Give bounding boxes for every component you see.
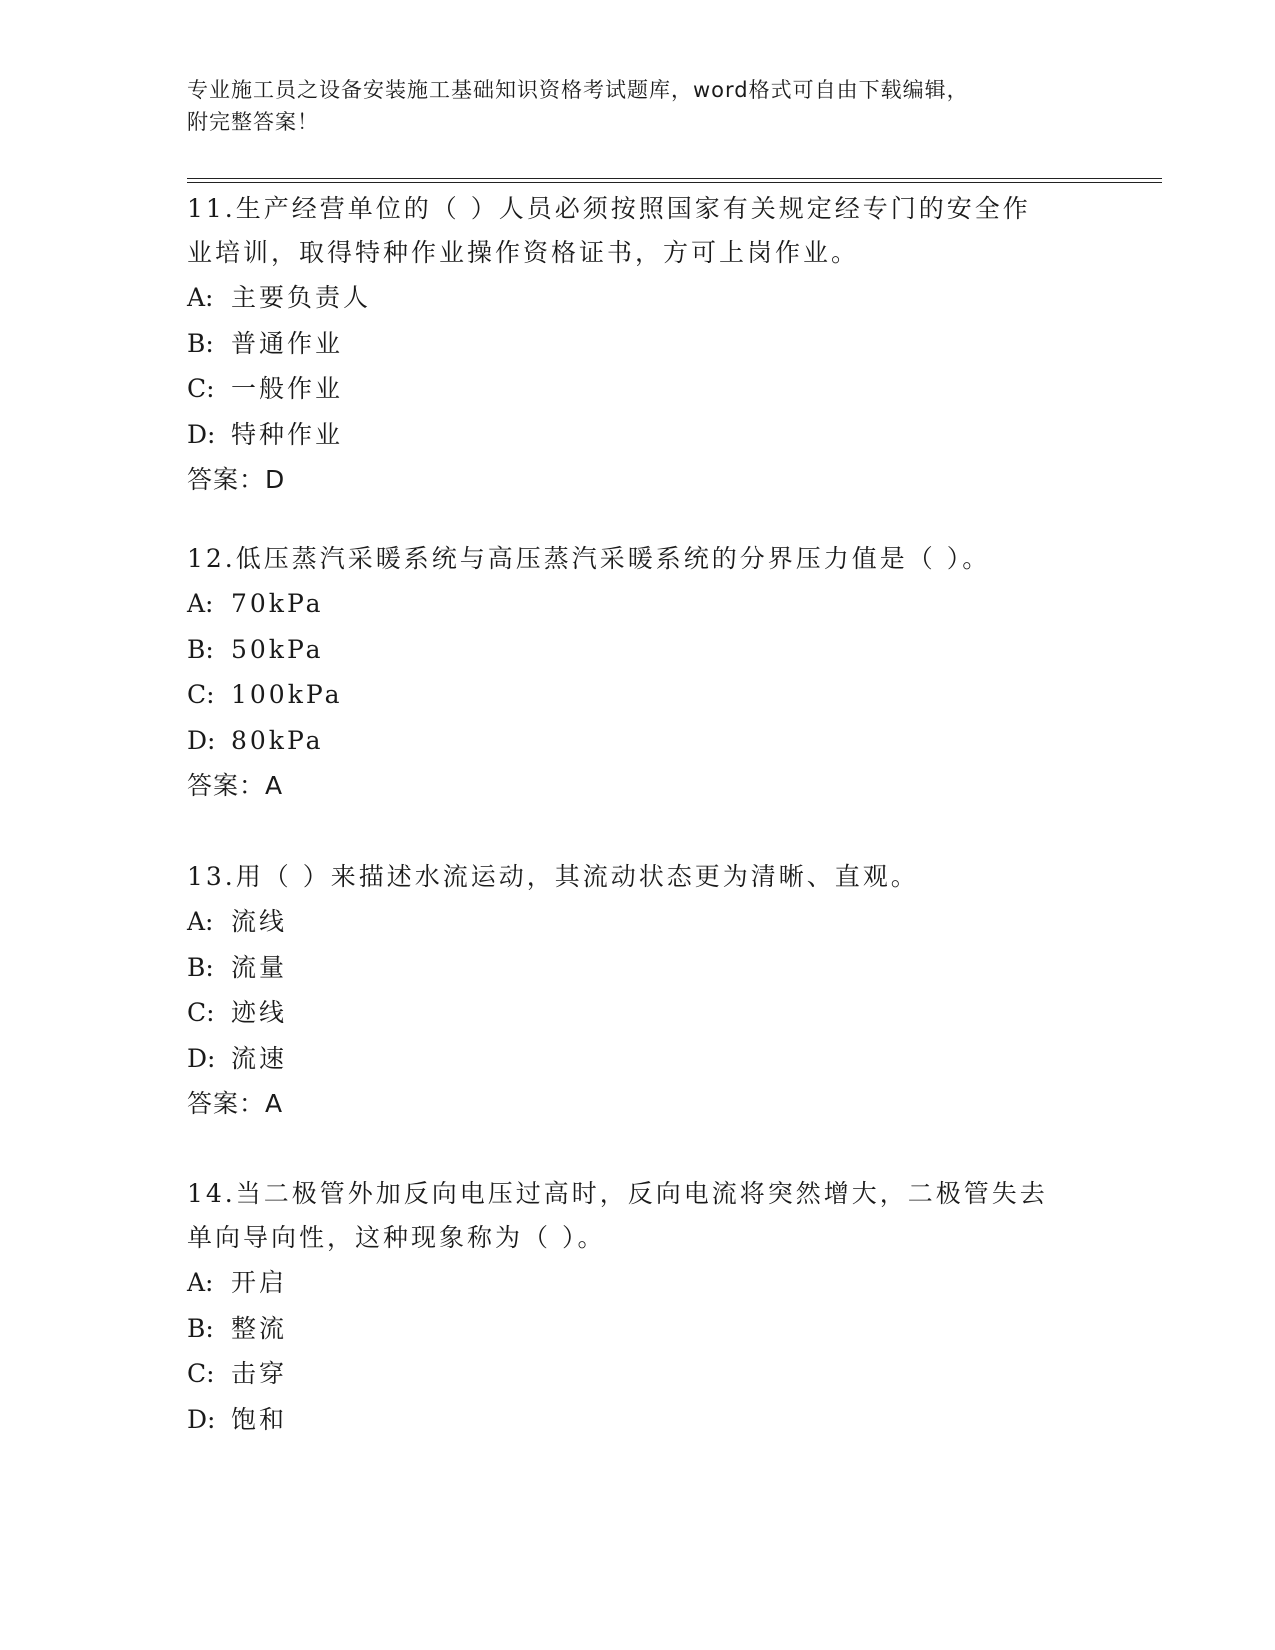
question-stem: 14.当二极管外加反向电压过高时，反向电流将突然增大，二极管失去 <box>187 1179 1048 1208</box>
header-divider-bottom <box>187 182 1162 183</box>
document-header <box>187 74 1087 138</box>
option-c: C: 一般作业 <box>187 374 344 403</box>
option-a: A: 流线 <box>187 907 288 936</box>
question-12 <box>187 537 1087 808</box>
header-divider-top <box>187 178 1162 179</box>
option-a: A: 主要负责人 <box>187 283 372 312</box>
option-d: D: 饱和 <box>187 1404 288 1434</box>
question-11 <box>187 187 1087 502</box>
answer: 答案：D <box>187 465 286 494</box>
option-b: B: 普通作业 <box>187 328 344 358</box>
answer: 答案：A <box>187 771 284 800</box>
option-c: C: 100kPa <box>187 680 343 709</box>
header-line-1: 专业施工员之设备安装施工基础知识资格考试题库，word格式可自由下载编辑， <box>187 78 969 102</box>
question-stem: 11.生产经营单位的（ ）人员必须按照国家有关规定经专门的安全作 <box>187 194 1031 223</box>
option-c: C: 击穿 <box>187 1359 288 1388</box>
option-b: B: 整流 <box>187 1313 288 1343</box>
answer: 答案：A <box>187 1089 284 1118</box>
question-stem: 业培训，取得特种作业操作资格证书，方可上岗作业。 <box>187 238 860 267</box>
header-line-2: 附完整答案！ <box>187 110 319 134</box>
question-13 <box>187 855 1087 1126</box>
option-d: D: 80kPa <box>187 725 324 755</box>
option-b: B: 流量 <box>187 952 288 982</box>
question-stem: 13.用（ ）来描述水流运动，其流动状态更为清晰、直观。 <box>187 862 919 891</box>
option-a: A: 开启 <box>187 1268 288 1297</box>
question-stem: 单向导向性，这种现象称为（ ）。 <box>187 1223 606 1252</box>
option-b: B: 50kPa <box>187 634 324 664</box>
question-stem: 12.低压蒸汽采暖系统与高压蒸汽采暖系统的分界压力值是（ ）。 <box>187 544 991 573</box>
option-d: D: 特种作业 <box>187 419 344 449</box>
question-14 <box>187 1172 1087 1442</box>
option-c: C: 迹线 <box>187 998 288 1027</box>
option-a: A: 70kPa <box>187 589 324 618</box>
option-d: D: 流速 <box>187 1043 288 1073</box>
